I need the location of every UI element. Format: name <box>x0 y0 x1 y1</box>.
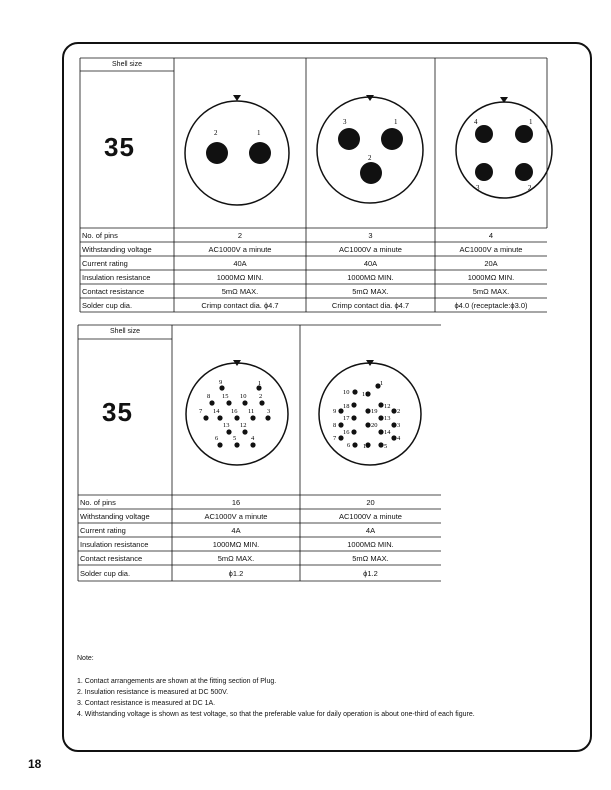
row-label-insulation: Insulation resistance <box>82 273 151 282</box>
pin-label: 10 <box>343 389 350 396</box>
shell-size-value: 35 <box>102 397 133 427</box>
notes-title: Note: <box>77 655 94 662</box>
row-label-solder: Solder cup dia. <box>80 569 131 578</box>
pin-dot <box>259 400 264 405</box>
pin-label: 12 <box>384 403 391 410</box>
pin-dot <box>352 442 357 447</box>
pin-label: 8 <box>333 422 337 429</box>
pin-label: 3 <box>267 408 271 415</box>
note-item: 2. Insulation resistance is measured at DC 500V. <box>77 689 229 696</box>
pin-dot <box>391 435 396 440</box>
insulation-value: 1000MΩ MIN. <box>347 273 394 282</box>
pin-label: 2 <box>214 129 218 137</box>
pin-label: 6 <box>215 435 219 442</box>
pin-dot <box>391 422 396 427</box>
pin-label: 2 <box>259 393 263 400</box>
pin-dot <box>209 400 214 405</box>
pin-dot <box>365 422 370 427</box>
pin-label: 3 <box>343 118 347 126</box>
pin-label: 1 <box>394 118 398 126</box>
solder-value: ϕ1.2 <box>228 569 244 578</box>
pin-label: 3 <box>397 422 401 429</box>
row-label-current: Current rating <box>82 259 128 268</box>
pin-label: 1 <box>258 380 262 387</box>
pin-label: 12 <box>240 422 247 429</box>
pin-dot <box>203 415 208 420</box>
solder-value: ϕ4.0 (receptacle:ϕ3.0) <box>454 301 528 310</box>
insulation-value: 1000MΩ MIN. <box>216 273 264 282</box>
pin-dot <box>226 429 231 434</box>
contact-value: 5mΩ MAX. <box>472 287 510 296</box>
shell-size-value: 35 <box>104 132 135 162</box>
pins-value: 2 <box>237 231 243 240</box>
pin-label: 2 <box>397 408 401 415</box>
current-value: 4A <box>231 526 241 535</box>
page-number: 18 <box>28 757 42 771</box>
row-label-contact: Contact resistance <box>82 287 145 296</box>
pin-dot <box>352 389 357 394</box>
pin-dot <box>338 422 343 427</box>
pin-dot <box>226 400 231 405</box>
voltage-value: AC1000V a minute <box>339 512 402 521</box>
pin-dot <box>234 442 239 447</box>
pin-dot <box>242 400 247 405</box>
pins-value: 20 <box>366 498 375 507</box>
pin-label: 9 <box>219 379 223 386</box>
pin-dot <box>242 429 247 434</box>
pin-label: 3 <box>476 184 480 192</box>
pin-label: 7 <box>199 408 203 415</box>
insulation-value: 1000MΩ MIN. <box>212 540 260 549</box>
pin-dot <box>217 415 222 420</box>
pin-label: 13 <box>223 422 230 429</box>
pin-label: 17 <box>343 415 350 422</box>
pin-label: 11 <box>362 391 369 398</box>
current-value: 40A <box>363 259 378 268</box>
row-label-pins: No. of pins <box>80 498 116 507</box>
voltage-value: AC1000V a minute <box>459 245 523 254</box>
contact-diagram-20pin <box>319 360 421 465</box>
row-label-pins: No. of pins <box>82 231 118 240</box>
pin-label: 4 <box>397 435 401 442</box>
pin-label: 2 <box>368 154 372 162</box>
solder-value: Crimp contact dia. ϕ4.7 <box>201 301 279 310</box>
pins-value: 16 <box>231 498 241 507</box>
pin-label: 5 <box>233 435 237 442</box>
pin-dot <box>351 415 356 420</box>
pin-dot <box>365 408 370 413</box>
contact-value: 5mΩ MAX. <box>352 554 389 563</box>
row-label-solder: Solder cup dia. <box>82 301 133 310</box>
solder-value: ϕ1.2 <box>363 569 378 578</box>
pin-label: 11 <box>248 408 255 415</box>
pin-label: 7 <box>333 435 337 442</box>
row-label-voltage: Withstanding voltage <box>82 245 152 254</box>
pin-dot <box>378 442 383 447</box>
pin-label: 9 <box>333 408 337 415</box>
row-label-voltage: Withstanding voltage <box>80 512 150 521</box>
pin-label: 6 <box>347 442 351 449</box>
pin-dot <box>250 415 255 420</box>
pin-label: 16 <box>231 408 238 415</box>
insulation-value: 1000MΩ MIN. <box>347 540 394 549</box>
pin-dot <box>250 442 255 447</box>
insulation-value: 1000MΩ MIN. <box>467 273 515 282</box>
note-item: 1. Contact arrangements are shown at the fitting section of Plug. <box>77 678 277 685</box>
current-value: 4A <box>365 526 376 535</box>
current-value: 40A <box>233 259 247 268</box>
pin-label: 18 <box>343 403 350 410</box>
pin-label: 14 <box>213 408 220 415</box>
pin-dot <box>265 415 270 420</box>
pin-label: 20 <box>371 422 378 429</box>
pin-label: 19 <box>371 408 378 415</box>
current-value: 20A <box>484 259 498 268</box>
solder-value: Crimp contact dia. ϕ4.7 <box>331 301 410 310</box>
contact-value: 5mΩ MAX. <box>217 554 255 563</box>
pin-label: 13 <box>384 415 391 422</box>
pin-label: 4 <box>251 435 255 442</box>
pin-dot <box>217 442 222 447</box>
voltage-value: AC1000V a minute <box>204 512 268 521</box>
pin-label: 1 <box>380 380 384 387</box>
pin-label: 1 <box>257 129 261 137</box>
shell-size-header: Shell size <box>112 61 142 68</box>
pin-dot <box>338 435 343 440</box>
pin-dot <box>351 402 356 407</box>
pin-dot <box>391 408 396 413</box>
row-label-contact: Contact resistance <box>80 554 143 563</box>
pin-dot <box>351 429 356 434</box>
pin-label: 2 <box>528 184 532 192</box>
pin-label: 16 <box>343 429 350 436</box>
pin-dot <box>234 415 239 420</box>
contact-value: 5mΩ MAX. <box>352 287 389 296</box>
pin-label: 4 <box>474 118 478 126</box>
row-label-insulation: Insulation resistance <box>80 540 149 549</box>
note-item: 4. Withstanding voltage is shown as test voltage, so that the preferable value for daily operation is about one-third of each figure. <box>77 711 475 718</box>
pin-label: 14 <box>384 429 391 436</box>
pins-value: 4 <box>488 231 494 240</box>
pin-dot <box>219 385 224 390</box>
shell-size-header: Shell size <box>110 328 140 335</box>
notes-section <box>77 653 475 720</box>
pins-value: 3 <box>368 231 373 240</box>
contact-value: 5mΩ MAX. <box>221 287 259 296</box>
pin-dot <box>378 402 383 407</box>
pin-label: 1 <box>529 118 533 126</box>
pin-dot <box>378 429 383 434</box>
pin-label: 10 <box>240 393 247 400</box>
voltage-value: AC1000V a minute <box>208 245 272 254</box>
voltage-value: AC1000V a minute <box>339 245 402 254</box>
contact-diagram-16pin <box>186 360 288 465</box>
note-item: 3. Contact resistance is measured at DC 1A. <box>77 700 216 707</box>
pin-label: 15 <box>363 443 370 450</box>
pin-label: 8 <box>207 393 211 400</box>
row-label-current: Current rating <box>80 526 126 535</box>
pin-label: 15 <box>222 393 229 400</box>
pin-label: 5 <box>384 443 388 450</box>
pin-dot <box>378 415 383 420</box>
